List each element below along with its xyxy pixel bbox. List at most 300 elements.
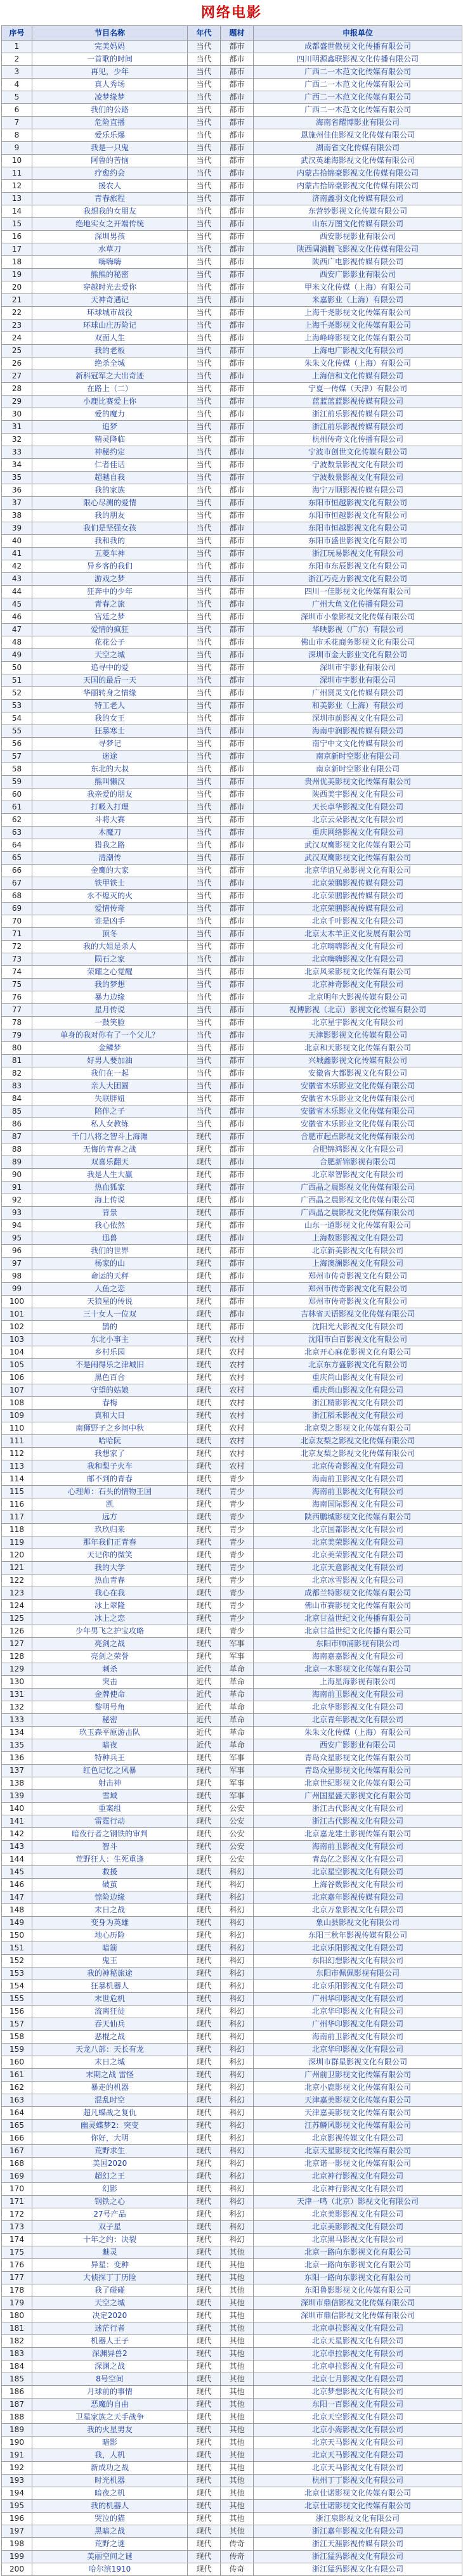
cell-name: 深渊异兽2: [32, 2348, 188, 2360]
cell-no: 126: [2, 1625, 32, 1638]
cell-theme: 其他: [221, 2513, 254, 2525]
cell-name: 寻梦记: [32, 738, 188, 750]
cell-era: 当代: [188, 649, 221, 662]
table-row: [2, 2310, 462, 2322]
table-row: [2, 1866, 462, 1879]
cell-no: 99: [2, 1283, 32, 1296]
cell-name: 黎明号角: [32, 1701, 188, 1714]
cell-era: 当代: [188, 497, 221, 510]
cell-no: 76: [2, 991, 32, 1004]
cell-era: 现代: [188, 1372, 221, 1384]
cell-name: 雪域: [32, 1790, 188, 1803]
cell-name: 再见，少年: [32, 66, 188, 79]
cell-name: 玖玉森平原游击队: [32, 1727, 188, 1739]
cell-theme: 其他: [221, 2335, 254, 2348]
table-row: [2, 1169, 462, 1182]
cell-theme: 革命: [221, 1676, 254, 1689]
cell-unit: 北京世纪影视文化传媒有限公司: [254, 1777, 462, 1790]
table-row: [2, 827, 462, 839]
cell-no: 138: [2, 1777, 32, 1790]
table-row: [2, 2069, 462, 2082]
cell-unit: 安徽省大都影视文化有限公司: [254, 1067, 462, 1080]
table-row: [2, 256, 462, 269]
table-row: [2, 1296, 462, 1308]
cell-era: 现代: [188, 1777, 221, 1790]
cell-era: 当代: [188, 307, 221, 319]
cell-theme: 都市: [221, 941, 254, 953]
cell-no: 113: [2, 1460, 32, 1473]
cell-era: 当代: [188, 319, 221, 332]
cell-unit: 西安广影影业有限公司: [254, 269, 462, 281]
cell-theme: 都市: [221, 510, 254, 522]
cell-no: 31: [2, 421, 32, 434]
cell-name: 冰上翠隆: [32, 1600, 188, 1613]
cell-name: 我的大姐是杀人: [32, 941, 188, 953]
cell-unit: 北京嗨嗨影视文化有限公司: [254, 953, 462, 966]
cell-theme: 都市: [221, 560, 254, 573]
table-row: [2, 193, 462, 205]
cell-name: 救援: [32, 1866, 188, 1879]
cell-era: 现代: [188, 1841, 221, 1853]
table-row: [2, 1803, 462, 1815]
table-row: [2, 396, 462, 408]
cell-no: 46: [2, 611, 32, 624]
cell-unit: 成都盛世傲视文化传播有限公司: [254, 41, 462, 53]
cell-theme: 农村: [221, 1372, 254, 1384]
cell-no: 52: [2, 687, 32, 700]
table-row: [2, 1194, 462, 1207]
cell-era: 现代: [188, 2196, 221, 2208]
cell-no: 100: [2, 1296, 32, 1308]
cell-theme: 都市: [221, 459, 254, 472]
cell-no: 184: [2, 2360, 32, 2373]
cell-era: 当代: [188, 408, 221, 421]
cell-unit: 内蒙古拾锦豪影视文化传媒有限公司: [254, 180, 462, 193]
cell-name: 末世危机: [32, 1993, 188, 2006]
cell-name: 突击: [32, 1676, 188, 1689]
cell-unit: 陕西美宇影视文化有限公司: [254, 789, 462, 801]
cell-no: 147: [2, 1891, 32, 1904]
cell-name: 狂奔中的少年: [32, 586, 188, 598]
table-row: [2, 459, 462, 472]
table-row: [2, 1562, 462, 1575]
cell-theme: 其他: [221, 2284, 254, 2297]
cell-theme: 其他: [221, 2386, 254, 2399]
cell-name: 末期之战 雷怪: [32, 2069, 188, 2082]
cell-era: 现代: [188, 1587, 221, 1600]
cell-no: 186: [2, 2386, 32, 2399]
table-row: [2, 2170, 462, 2183]
cell-era: 现代: [188, 2475, 221, 2487]
cell-era: 当代: [188, 598, 221, 611]
cell-name: 我的朋友: [32, 510, 188, 522]
cell-era: 现代: [188, 2246, 221, 2259]
cell-unit: 甲米文化传媒（上海）有限公司: [254, 281, 462, 294]
cell-unit: 浙江稻禾影视文化有限公司: [254, 1410, 462, 1422]
table-row: [2, 2297, 462, 2310]
cell-theme: 青少: [221, 1511, 254, 1524]
cell-no: 103: [2, 1334, 32, 1346]
cell-no: 73: [2, 953, 32, 966]
table-row: [2, 2158, 462, 2170]
cell-era: 当代: [188, 1093, 221, 1105]
cell-name: 东北的大叔: [32, 763, 188, 776]
cell-name: 宫廷之梦: [32, 611, 188, 624]
cell-theme: 都市: [221, 1131, 254, 1143]
cell-era: 现代: [188, 1143, 221, 1156]
cell-era: 近代: [188, 1714, 221, 1727]
table-row: [2, 2145, 462, 2158]
cell-no: 162: [2, 2082, 32, 2094]
cell-theme: 都市: [221, 307, 254, 319]
cell-unit: 浙江巧克力影视文化有限公司: [254, 573, 462, 586]
cell-no: 120: [2, 1549, 32, 1562]
cell-theme: 科幻: [221, 2031, 254, 2044]
cell-no: 146: [2, 1879, 32, 1891]
cell-name: 超越自我: [32, 472, 188, 484]
cell-theme: 其他: [221, 2424, 254, 2437]
cell-name: 追寻中的爱: [32, 662, 188, 674]
cell-name: 仁者佳话: [32, 459, 188, 472]
cell-theme: 都市: [221, 789, 254, 801]
cell-era: 当代: [188, 877, 221, 890]
cell-era: 现代: [188, 2056, 221, 2069]
cell-theme: 都市: [221, 294, 254, 307]
cell-name: 真和大日: [32, 1410, 188, 1422]
table-row: [2, 2437, 462, 2449]
cell-era: 现代: [188, 1384, 221, 1397]
cell-era: 当代: [188, 611, 221, 624]
cell-era: 当代: [188, 472, 221, 484]
table-row: [2, 1993, 462, 2006]
cell-no: 156: [2, 2006, 32, 2018]
cell-era: 当代: [188, 725, 221, 738]
table-row: [2, 2335, 462, 2348]
cell-name: 小鹿比赛爱上你: [32, 396, 188, 408]
cell-no: 95: [2, 1232, 32, 1245]
cell-name: 暴走的机器: [32, 2082, 188, 2094]
cell-era: 现代: [188, 1270, 221, 1283]
cell-era: 现代: [188, 1536, 221, 1549]
cell-era: 当代: [188, 332, 221, 345]
table-row: [2, 345, 462, 357]
cell-theme: 其他: [221, 2399, 254, 2411]
table-row: [2, 649, 462, 662]
cell-no: 188: [2, 2411, 32, 2424]
cell-no: 110: [2, 1422, 32, 1435]
cell-name: 鬼王: [32, 1955, 188, 1967]
table-row: [2, 231, 462, 243]
table-row: [2, 1701, 462, 1714]
cell-theme: 都市: [221, 319, 254, 332]
cell-theme: 都市: [221, 357, 254, 370]
table-row: [2, 1372, 462, 1384]
cell-no: 84: [2, 1093, 32, 1105]
cell-no: 119: [2, 1536, 32, 1549]
cell-theme: 都市: [221, 548, 254, 560]
cell-era: 现代: [188, 1460, 221, 1473]
table-row: [2, 1638, 462, 1651]
cell-era: 现代: [188, 1486, 221, 1498]
cell-unit: 佛山市禾花商务影视文化有限公司: [254, 636, 462, 649]
cell-theme: 其他: [221, 2475, 254, 2487]
cell-unit: 北京甘益世纪文化传播有限公司: [254, 1625, 462, 1638]
cell-theme: 科幻: [221, 1967, 254, 1980]
cell-no: 129: [2, 1663, 32, 1676]
cell-no: 34: [2, 459, 32, 472]
cell-name: 限心尽测的爱情: [32, 497, 188, 510]
cell-era: 当代: [188, 446, 221, 459]
cell-no: 88: [2, 1143, 32, 1156]
table-row: [2, 180, 462, 193]
cell-unit: 杭州丁丁影视文化有限公司: [254, 2475, 462, 2487]
table-row: [2, 611, 462, 624]
cell-theme: 都市: [221, 256, 254, 269]
cell-unit: 北京仕诺影视文化传媒有限公司: [254, 2500, 462, 2513]
cell-era: 当代: [188, 129, 221, 142]
cell-era: 当代: [188, 155, 221, 167]
cell-era: 现代: [188, 1866, 221, 1879]
cell-theme: 青少: [221, 1587, 254, 1600]
table-row: [2, 1422, 462, 1435]
cell-theme: 青少: [221, 1536, 254, 1549]
cell-unit: 宁夏一传媒（天津）有限公司: [254, 383, 462, 396]
cell-unit: 浙江泉影视文化有限公司: [254, 2513, 462, 2525]
cell-no: 11: [2, 167, 32, 180]
cell-unit: 上海星海影视有限公司: [254, 1676, 462, 1689]
cell-theme: 都市: [221, 903, 254, 915]
table-row: [2, 1879, 462, 1891]
cell-era: 现代: [188, 1473, 221, 1486]
cell-name: 绝杀全城: [32, 357, 188, 370]
cell-no: 43: [2, 573, 32, 586]
cell-unit: 合肥市起点影视文化传媒有限公司: [254, 1131, 462, 1143]
table-row: [2, 1258, 462, 1270]
cell-unit: 北京小海影视文化有限公司: [254, 2424, 462, 2437]
cell-theme: 农村: [221, 1460, 254, 1473]
table-row: [2, 2500, 462, 2513]
cell-no: 45: [2, 598, 32, 611]
cell-theme: 科幻: [221, 1891, 254, 1904]
table-row: [2, 1055, 462, 1067]
cell-no: 115: [2, 1486, 32, 1498]
cell-unit: 北京诺一影视文化传媒有限公司: [254, 2158, 462, 2170]
table-row: [2, 1727, 462, 1739]
cell-no: 197: [2, 2525, 32, 2538]
cell-name: 月球前的事情: [32, 2386, 188, 2399]
cell-no: 39: [2, 522, 32, 535]
table-row: [2, 1220, 462, 1232]
cell-theme: 都市: [221, 1169, 254, 1182]
table-row: [2, 1625, 462, 1638]
cell-no: 79: [2, 1029, 32, 1042]
cell-name: 完美妈妈: [32, 41, 188, 53]
table-row: [2, 104, 462, 117]
table-row: [2, 839, 462, 852]
cell-no: 35: [2, 472, 32, 484]
table-row: [2, 1587, 462, 1600]
cell-no: 6: [2, 104, 32, 117]
cell-unit: 广西晶之晨影视文化传媒有限公司: [254, 1182, 462, 1194]
table-row: [2, 2525, 462, 2538]
cell-name: 熊熊的秘密: [32, 269, 188, 281]
cell-theme: 其他: [221, 2246, 254, 2259]
cell-era: 现代: [188, 1169, 221, 1182]
cell-unit: 北京梦想影视文化有限公司: [254, 2386, 462, 2399]
cell-theme: 都市: [221, 408, 254, 421]
cell-era: 现代: [188, 1283, 221, 1296]
cell-no: 18: [2, 256, 32, 269]
cell-no: 169: [2, 2170, 32, 2183]
cell-unit: 东阳市恒越影视文化有限公司: [254, 497, 462, 510]
cell-theme: 都市: [221, 1118, 254, 1131]
cell-era: 现代: [188, 2513, 221, 2525]
table-row: [2, 2107, 462, 2120]
cell-name: 我的梦想: [32, 979, 188, 991]
cell-unit: 北京天星影视文化传媒有限公司: [254, 2145, 462, 2158]
cell-theme: 科幻: [221, 2056, 254, 2069]
cell-no: 72: [2, 941, 32, 953]
table-row: [2, 269, 462, 281]
cell-no: 44: [2, 586, 32, 598]
cell-theme: 其他: [221, 2360, 254, 2373]
cell-unit: 安徽省木乐影业文化传媒有限公司: [254, 1118, 462, 1131]
cell-name: 射击神: [32, 1777, 188, 1790]
cell-name: 斗将大赛: [32, 814, 188, 827]
cell-unit: 北京神行影视文化有限公司: [254, 2183, 462, 2196]
cell-name: 双面人生: [32, 332, 188, 345]
cell-unit: 东阳市帅浦影视有限公司: [254, 1638, 462, 1651]
cell-no: 47: [2, 624, 32, 636]
cell-name: 暗影: [32, 2437, 188, 2449]
cell-unit: 北京荣鹏影视传媒有限公司: [254, 890, 462, 903]
cell-name: 热血青春: [32, 1575, 188, 1587]
cell-name: 守望的姑娘: [32, 1384, 188, 1397]
table-row: [2, 941, 462, 953]
cell-no: 61: [2, 801, 32, 814]
cell-unit: 恩施州佳佳影视文化传媒有限公司: [254, 129, 462, 142]
table-row: [2, 497, 462, 510]
cell-theme: 公安: [221, 1853, 254, 1866]
cell-era: 当代: [188, 687, 221, 700]
cell-theme: 都市: [221, 776, 254, 789]
cell-name: 特工老人: [32, 700, 188, 712]
cell-era: 当代: [188, 79, 221, 91]
cell-era: 现代: [188, 1182, 221, 1194]
cell-name: 单身的我对你有了一个父儿？: [32, 1029, 188, 1042]
table-row: [2, 1473, 462, 1486]
cell-theme: 科幻: [221, 2006, 254, 2018]
table-row: [2, 1752, 462, 1765]
cell-no: 29: [2, 396, 32, 408]
cell-no: 26: [2, 357, 32, 370]
cell-no: 16: [2, 231, 32, 243]
cell-theme: 都市: [221, 598, 254, 611]
table-row: [2, 370, 462, 383]
cell-name: 游戏之梦: [32, 573, 188, 586]
cell-no: 132: [2, 1701, 32, 1714]
table-row: [2, 41, 462, 53]
cell-no: 121: [2, 1562, 32, 1575]
cell-no: 200: [2, 2563, 32, 2576]
cell-no: 21: [2, 294, 32, 307]
cell-era: 当代: [188, 991, 221, 1004]
cell-era: 当代: [188, 117, 221, 129]
cell-no: 101: [2, 1308, 32, 1321]
cell-theme: 科幻: [221, 2221, 254, 2234]
cell-name: 花花公子: [32, 636, 188, 649]
cell-era: 当代: [188, 941, 221, 953]
cell-no: 93: [2, 1207, 32, 1220]
table-row: [2, 877, 462, 890]
table-row: [2, 687, 462, 700]
cell-era: 当代: [188, 1004, 221, 1017]
cell-unit: 华映影视（广东）有限公司: [254, 624, 462, 636]
table-row: [2, 1232, 462, 1245]
cell-era: 当代: [188, 738, 221, 750]
cell-name: 哭泣的猫: [32, 2513, 188, 2525]
cell-era: 当代: [188, 1067, 221, 1080]
table-row: [2, 1498, 462, 1511]
cell-theme: 青少: [221, 1575, 254, 1587]
cell-era: 当代: [188, 510, 221, 522]
cell-era: 现代: [188, 2348, 221, 2360]
cell-name: 天神奇遇记: [32, 294, 188, 307]
cell-no: 83: [2, 1080, 32, 1093]
header-no: 序号: [2, 26, 32, 41]
table-row: [2, 662, 462, 674]
cell-no: 28: [2, 383, 32, 396]
cell-unit: 北京天马影视文化有限公司: [254, 2462, 462, 2475]
cell-unit: 北京荣鹏影视传媒有限公司: [254, 877, 462, 890]
cell-name: 环球山庄历险记: [32, 319, 188, 332]
cell-no: 69: [2, 903, 32, 915]
cell-theme: 其他: [221, 2487, 254, 2500]
cell-unit: 北京卓拉影视文化有限公司: [254, 2348, 462, 2360]
cell-no: 190: [2, 2437, 32, 2449]
cell-theme: 都市: [221, 1067, 254, 1080]
cell-no: 193: [2, 2475, 32, 2487]
cell-theme: 都市: [221, 205, 254, 218]
cell-era: 现代: [188, 1613, 221, 1625]
table-row: [2, 1853, 462, 1866]
table-row: [2, 1676, 462, 1689]
cell-no: 90: [2, 1169, 32, 1182]
cell-no: 124: [2, 1600, 32, 1613]
cell-unit: 深圳市宇影业有限公司: [254, 674, 462, 687]
cell-theme: 科幻: [221, 1917, 254, 1929]
cell-unit: 朱朱文化传媒（上海）有限公司: [254, 357, 462, 370]
cell-name: 暗夜: [32, 1739, 188, 1752]
cell-name: 精灵降临: [32, 434, 188, 446]
cell-no: 139: [2, 1790, 32, 1803]
table-row: [2, 1575, 462, 1587]
cell-no: 32: [2, 434, 32, 446]
cell-theme: 都市: [221, 1194, 254, 1207]
cell-name: 我的火星男友: [32, 2424, 188, 2437]
cell-era: 现代: [188, 1511, 221, 1524]
cell-unit: 广州华印影视文化有限公司: [254, 2018, 462, 2031]
cell-no: 135: [2, 1739, 32, 1752]
header-theme: 题材: [221, 26, 254, 41]
cell-era: 现代: [188, 1207, 221, 1220]
cell-unit: 北京友梨之影视文化传媒有限公司: [254, 1448, 462, 1460]
table-row: [2, 2322, 462, 2335]
cell-unit: 北京美荣影视文化有限公司: [254, 1536, 462, 1549]
cell-theme: 都市: [221, 586, 254, 598]
cell-unit: 上海信和文化传媒有限公司: [254, 370, 462, 383]
table-row: [2, 890, 462, 903]
